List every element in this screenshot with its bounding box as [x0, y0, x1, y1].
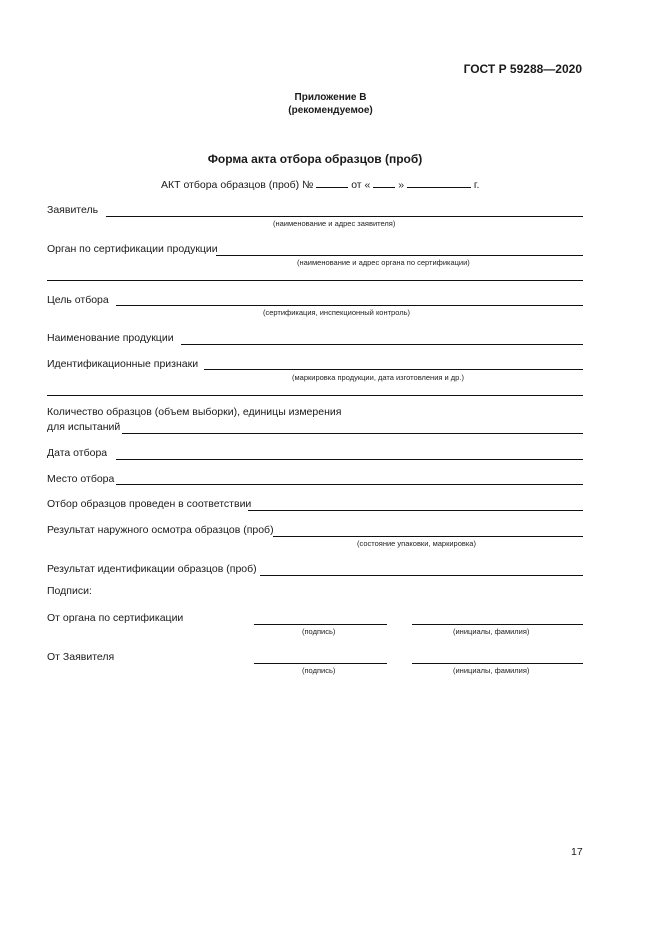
purpose-field[interactable]	[116, 305, 583, 306]
inspection-field[interactable]	[273, 536, 583, 537]
cert-body-hint: (наименование и адрес органа по сертификации)	[297, 258, 470, 267]
cert-body-name-hint: (инициалы, фамилия)	[453, 627, 530, 636]
applicant-hint: (наименование и адрес заявителя)	[273, 219, 396, 228]
compliance-label: Отбор образцов проведен в соответствии	[47, 498, 252, 510]
act-from: от «	[351, 179, 371, 191]
act-year: г.	[473, 179, 480, 191]
purpose-hint: (сертификация, инспекционный контроль)	[263, 308, 411, 317]
applicant-signature-hint: (подпись)	[302, 666, 336, 675]
ident-features-label: Идентификационные признаки	[47, 358, 199, 370]
form-title: Форма акта отбора образцов (проб)	[207, 152, 423, 166]
act-prefix: АКТ отбора образцов (проб) №	[161, 179, 314, 191]
cert-body-signature-field[interactable]	[254, 624, 387, 625]
annex-status: (рекомендуемое)	[288, 105, 373, 116]
cert-body-name-field[interactable]	[412, 624, 583, 625]
quantity-label-line2: для испытаний	[47, 421, 121, 433]
act-day-field[interactable]	[373, 178, 395, 188]
ident-features-hint: (маркировка продукции, дата изготовления и др.)	[292, 373, 464, 382]
signatures-heading: Подписи:	[47, 585, 92, 597]
inspection-hint: (состояние упаковки, маркировка)	[357, 539, 476, 548]
place-label: Место отбора	[47, 473, 115, 485]
purpose-label: Цель отбора	[47, 294, 109, 306]
cert-body-signature-hint: (подпись)	[302, 627, 336, 636]
ident-features-field[interactable]	[204, 369, 583, 370]
applicant-label: Заявитель	[47, 204, 99, 216]
quantity-label-line1: Количество образцов (объем выборки), единицы измерения	[47, 406, 342, 418]
cert-body-field-line2[interactable]	[47, 280, 583, 281]
quantity-field[interactable]	[122, 433, 583, 434]
ident-features-field-line2[interactable]	[47, 395, 583, 396]
date-label: Дата отбора	[47, 447, 108, 459]
applicant-signature-field[interactable]	[254, 663, 387, 664]
applicant-field[interactable]	[106, 216, 583, 217]
annex-heading	[0, 91, 661, 117]
applicant-name-hint: (инициалы, фамилия)	[453, 666, 530, 675]
act-number-field[interactable]	[316, 178, 348, 188]
product-name-label: Наименование продукции	[47, 332, 174, 344]
inspection-label: Результат наружного осмотра образцов (проб)	[47, 524, 274, 536]
standard-number: ГОСТ Р 59288—2020	[463, 62, 582, 76]
applicant-name-field[interactable]	[412, 663, 583, 664]
place-field[interactable]	[116, 484, 583, 485]
page-number: 17	[571, 846, 583, 858]
identification-result-label: Результат идентификации образцов (проб)	[47, 563, 257, 575]
annex-title: Приложение В	[294, 92, 367, 103]
date-field[interactable]	[116, 459, 583, 460]
cert-body-label: Орган по сертификации продукции	[47, 243, 218, 255]
act-line	[161, 178, 479, 191]
compliance-field[interactable]	[248, 510, 583, 511]
identification-result-field[interactable]	[260, 575, 583, 576]
cert-body-field[interactable]	[216, 255, 583, 256]
product-name-field[interactable]	[181, 344, 583, 345]
cert-body-signature-label: От органа по сертификации	[47, 612, 184, 624]
act-month-field[interactable]	[407, 178, 471, 188]
act-quote-close: »	[398, 179, 405, 191]
applicant-signature-label: От Заявителя	[47, 651, 115, 663]
